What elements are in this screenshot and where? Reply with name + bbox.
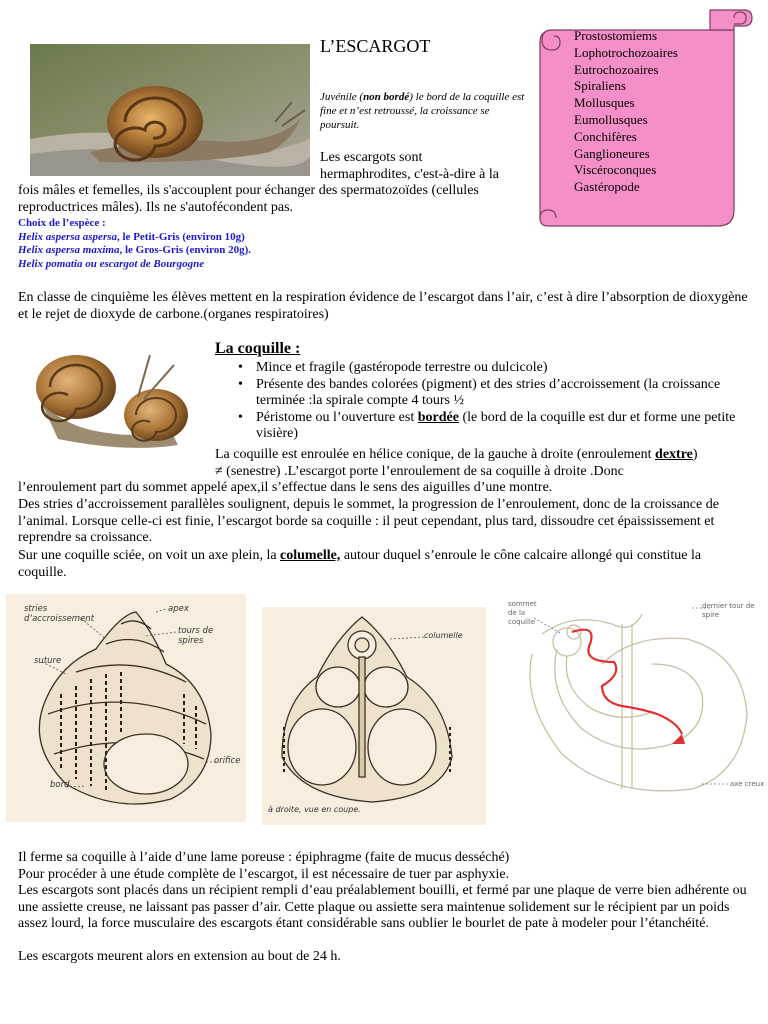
coquille-p5: Sur une coquille sciée, on voit un axe plein, la columelle, autour duquel s’enroule le cône calcaire allongé qui constitue la coquille. (18, 548, 702, 580)
coquille-p3: l’enroulement part du sommet appelé apex,il s’effectue dans le sens des aiguilles d’une montre. (18, 480, 553, 495)
bullet-item: • Présente des bandes colorées (pigment) et des stries d’accroissement (la croissance terminée :la spirale compte 4 tours ½ (236, 377, 752, 410)
coquille-p2: ≠ (senestre) .L’escargot porte l’enroulement de sa coquille à droite .Donc (215, 464, 624, 479)
coquille-heading: La coquille : (215, 340, 301, 357)
coquille-p4: Des stries d’accroissement parallèles soulignent, depuis le sommet, la progression de l’enroulement, donc de la croissance de l’animal. Lorsque celle-ci est finie, l’escargot borde sa coquille : il peut cependant, plus tard, dissoudre cet épaississement et reprendre sa croissance. (18, 497, 719, 545)
juvenile-caption (320, 90, 525, 132)
intro-line1: Les escargots sont (320, 150, 423, 165)
bottom-p2: Pour procéder à une étude complète de l’escargot, il est nécessaire de tuer par asphyxie. (18, 867, 510, 882)
bullet-item: • Mince et fragile (gastéropode terrestre ou dulcicole) (236, 360, 752, 377)
coquille-p1: La coquille est enroulée en hélice conique, de la gauche à droite (enroulement dextre) (215, 447, 698, 462)
species-line: Helix aspersa maxima, le Gros-Gris (environ 20g). (18, 244, 252, 256)
classification-item: Spiraliens (574, 78, 626, 94)
label-sommet: sommet de la coquille (508, 600, 537, 626)
snail-photo-juvenile (30, 44, 310, 176)
shell-section-diagram (262, 607, 486, 825)
bottom-p4: Les escargots meurent alors en extension au bout de 24 h. (18, 949, 341, 964)
label-columelle: columelle (424, 631, 463, 640)
intro-rest: fois mâles et femelles, ils s'accouplent pour échanger des spermatozoïdes (cellules reproductrices mâles). Ils ne s'autofécondent pas. (18, 183, 479, 215)
label-bord: bord (50, 780, 70, 790)
bottom-p3: Les escargots sont placés dans un récipient rempli d’eau préalablement bouilli, et fermé par une plaque de verre bien adhérente ou une assiette creuse, ne laissant pas passer d’air. Cette plaque ou assiette sera maintenue solidement sur le récipient par un poids assez lourd, la force musculaire des escargots étant considérable sans oublier le bourlet de pate à modeler pour l’étanchéité. (18, 883, 747, 931)
classification-item: Gastéropode (574, 179, 640, 195)
species-block (18, 217, 251, 271)
label-dernier-tour: dernier tour de spire (702, 602, 755, 619)
intro-line2: hermaphrodites, c'est-à-dire à la (320, 167, 499, 182)
species-line: Helix aspersa aspersa, le Petit-Gris (environ 10g) (18, 230, 245, 243)
shell-exterior-diagram (6, 594, 246, 822)
caption-bold: non bordé (363, 91, 410, 103)
bottom-p1: Il ferme sa coquille à l’aide d’une lame poreuse : épiphragme (faite de mucus desséché) (18, 850, 510, 865)
species-line: Helix pomatia ou escargot de Bourgogne (18, 257, 205, 270)
classification-item: Mollusques (574, 95, 635, 111)
snails-photo-adult (18, 335, 206, 453)
spiral-diagram (502, 594, 766, 820)
section-caption: à droite, vue en coupe. (268, 805, 361, 814)
bullet-item: • Péristome ou l’ouverture est bordée (le bord de la coquille est dur et forme une petite visière) (236, 410, 752, 443)
respiration-paragraph: En classe de cinquième les élèves mettent en la respiration évidence de l’escargot dans l’air, c’est à dire l’absorption de dioxygène et le rejet de dioxyde de carbone.(organes respiratoires) (18, 290, 748, 322)
caption-pre: Juvénile ( (320, 91, 364, 103)
label-stries: stries d’accroissement (24, 604, 95, 624)
coquille-bullets (236, 360, 752, 443)
classification-list (574, 28, 678, 196)
classification-item: Prostostomiems (574, 28, 658, 43)
label-orifice: orifice (214, 756, 241, 766)
classification-item: Lophotrochozoaires (574, 44, 678, 60)
species-heading: Choix de l’espèce : (18, 217, 106, 229)
classification-item: Eumollusques (574, 111, 648, 127)
label-tours: tours de spires (178, 626, 214, 646)
classification-item: Conchifères (574, 128, 637, 144)
caption-post: ) le bord de la coquille est fine et n’est retroussé, la croissance se poursuit. (320, 91, 525, 131)
label-suture: suture (34, 656, 62, 666)
classification-item: Viscéroconques (574, 162, 657, 178)
label-apex: apex (168, 604, 189, 614)
page-title: L’ESCARGOT (320, 36, 431, 56)
classification-item: Eutrochozoaires (574, 61, 659, 77)
classification-item: Ganglioneures (574, 145, 650, 161)
classification-scroll (538, 4, 753, 232)
label-axe-creux: axe creux (730, 780, 765, 788)
